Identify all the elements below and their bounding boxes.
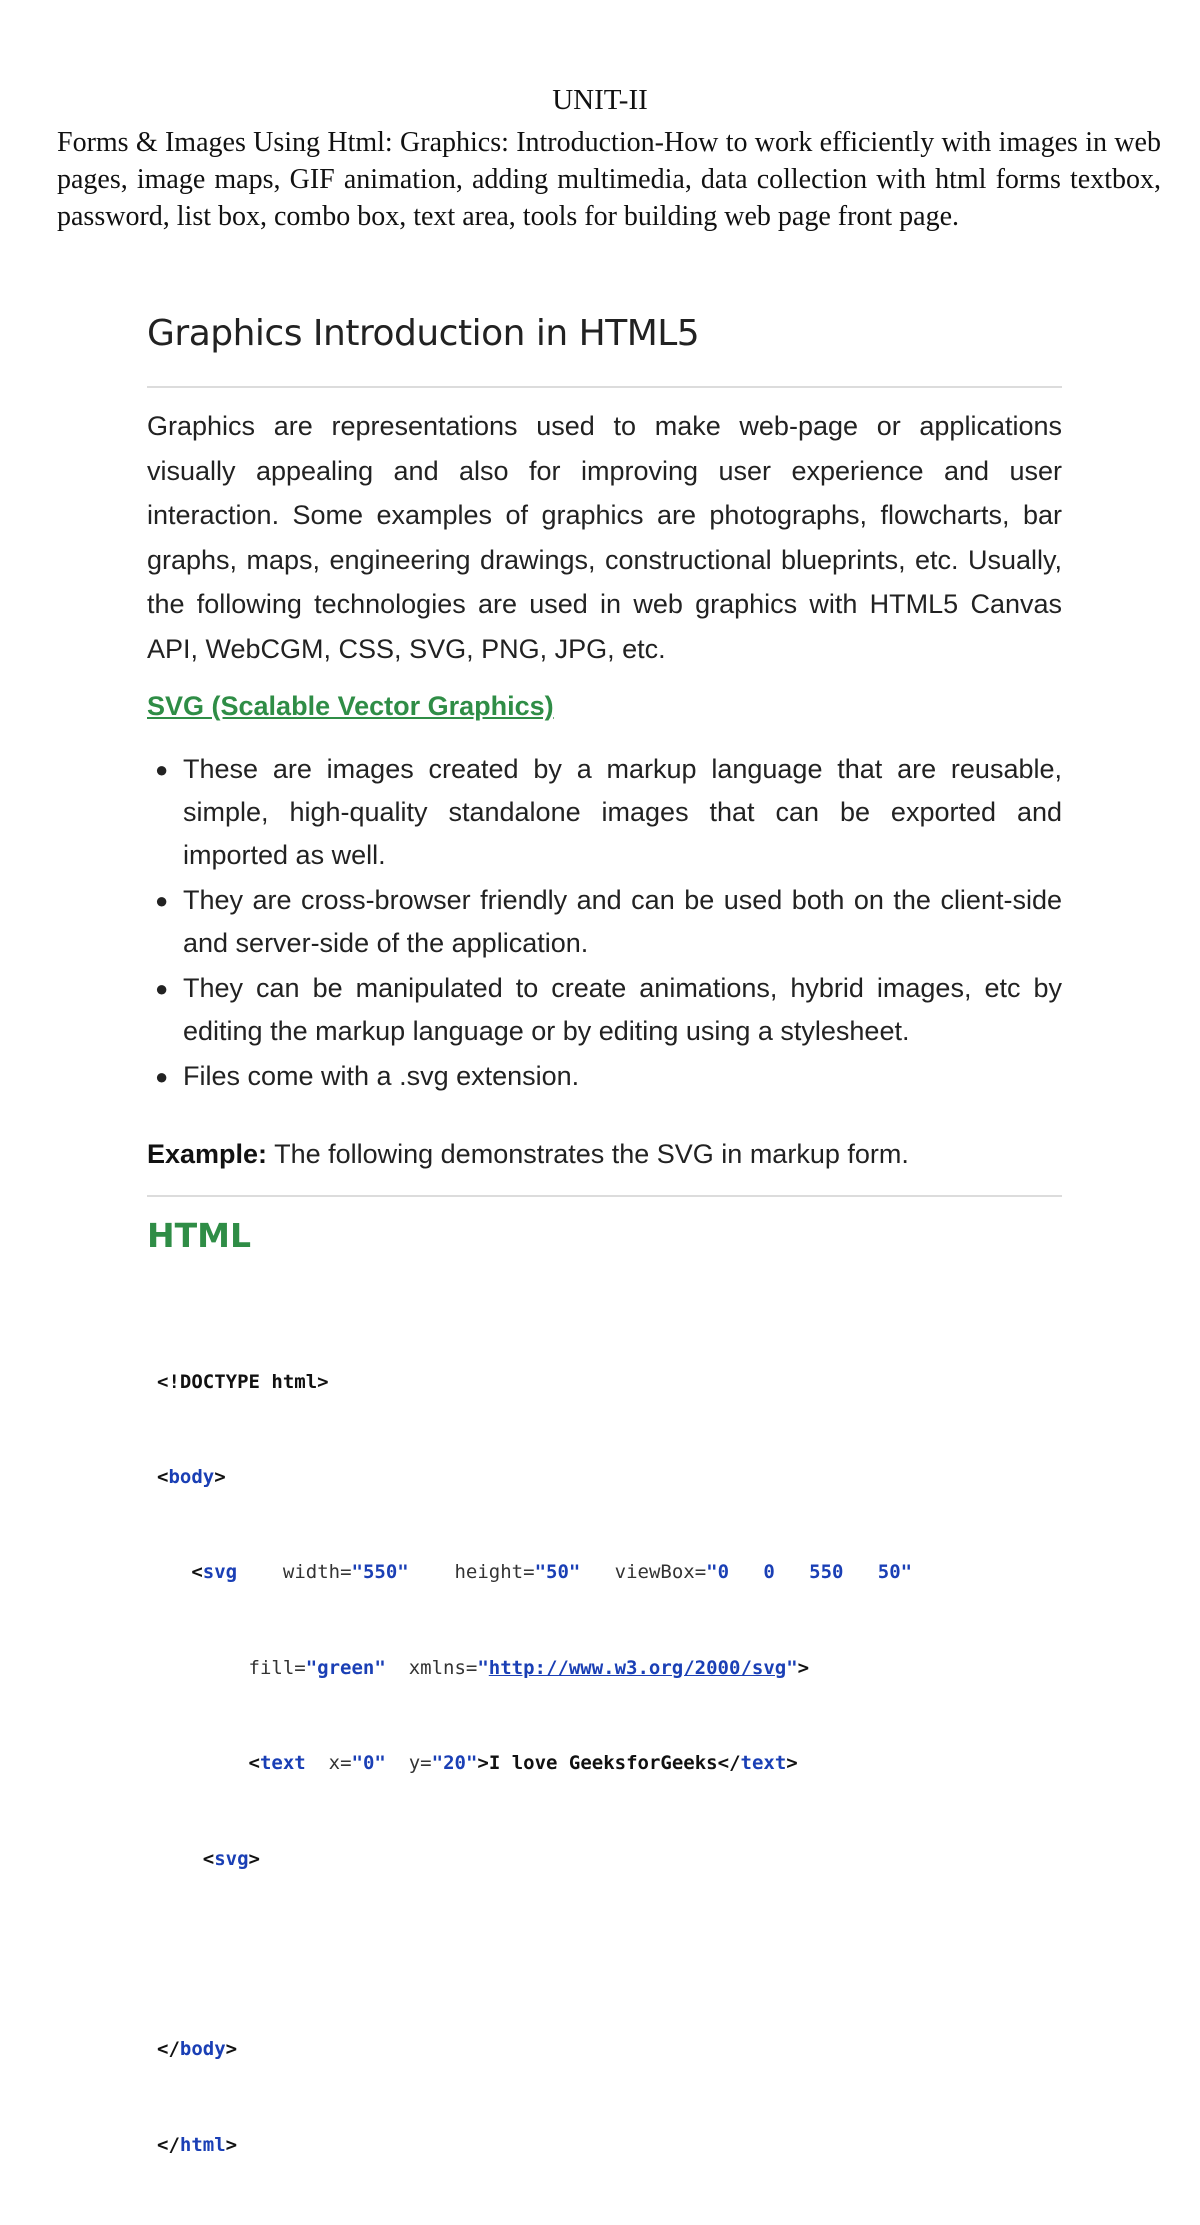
bullet-icon: ● bbox=[155, 888, 169, 913]
list-item: ● These are images created by a markup language that are reusable, simple, high-quality standalone images that can be exported and imported as well. bbox=[147, 748, 1062, 877]
code-line: fill="green" xmlns="http://www.w3.org/2000/svg"> bbox=[248, 1656, 810, 1679]
bullet-icon: ● bbox=[155, 757, 169, 782]
example-label: Example: bbox=[147, 1139, 268, 1169]
example-paragraph bbox=[147, 1136, 1062, 1172]
code-block bbox=[157, 1303, 1057, 2225]
example-text: The following demonstrates the SVG in markup form. bbox=[267, 1139, 909, 1169]
code-line: </body> bbox=[157, 2038, 238, 2061]
code-line: <text x="0" y="20">I love GeeksforGeeks</text> bbox=[248, 1752, 798, 1775]
bullet-icon: ● bbox=[155, 976, 169, 1001]
list-item: ● They can be manipulated to create animations, hybrid images, etc by editing the markup language or by editing using a stylesheet. bbox=[147, 967, 1062, 1053]
code-language-label: HTML bbox=[147, 1216, 251, 1255]
code-line: </html> bbox=[157, 2133, 238, 2156]
code-line: <svg width="550" height="50" viewBox="0 0 550 50" bbox=[191, 1561, 913, 1584]
list-item: ● Files come with a .svg extension. bbox=[147, 1055, 1062, 1098]
svg-link[interactable]: SVG (Scalable Vector Graphics) bbox=[147, 691, 554, 721]
intro-paragraph: Graphics are representations used to make web-page or applications visually appealing and also for improving user experience and user interaction. Some examples of graphics are photographs, flowcharts, bar graphs, maps, engineering drawings, constructional blueprints, etc. Usually, the following technologies are used in web graphics with HTML5 Canvas API, WebCGM, CSS, SVG, PNG, JPG, etc. bbox=[147, 411, 1062, 664]
code-line: <svg> bbox=[202, 1847, 260, 1870]
xmlns-link[interactable]: http://www.w3.org/2000/svg bbox=[488, 1656, 787, 1679]
divider bbox=[147, 1195, 1062, 1197]
list-item: ● They are cross-browser friendly and can be used both on the client-side and server-side of the application. bbox=[147, 879, 1062, 965]
syllabus-paragraph: Forms & Images Using Html: Graphics: Introduction-How to work efficiently with images in web pages, image maps, GIF animation, adding multimedia, data collection with html forms textbox, password, list box, combo box, text area, tools for building web page front page. bbox=[57, 127, 1161, 232]
bullet-icon: ● bbox=[155, 1064, 169, 1089]
svg-bullet-list bbox=[147, 748, 1062, 1100]
section-heading: Graphics Introduction in HTML5 bbox=[147, 313, 700, 354]
unit-title: UNIT-II bbox=[552, 84, 648, 116]
code-line bbox=[157, 1939, 1057, 1971]
divider bbox=[147, 386, 1062, 388]
code-line: <body> bbox=[157, 1465, 226, 1488]
code-line: <!DOCTYPE html> bbox=[157, 1370, 329, 1393]
